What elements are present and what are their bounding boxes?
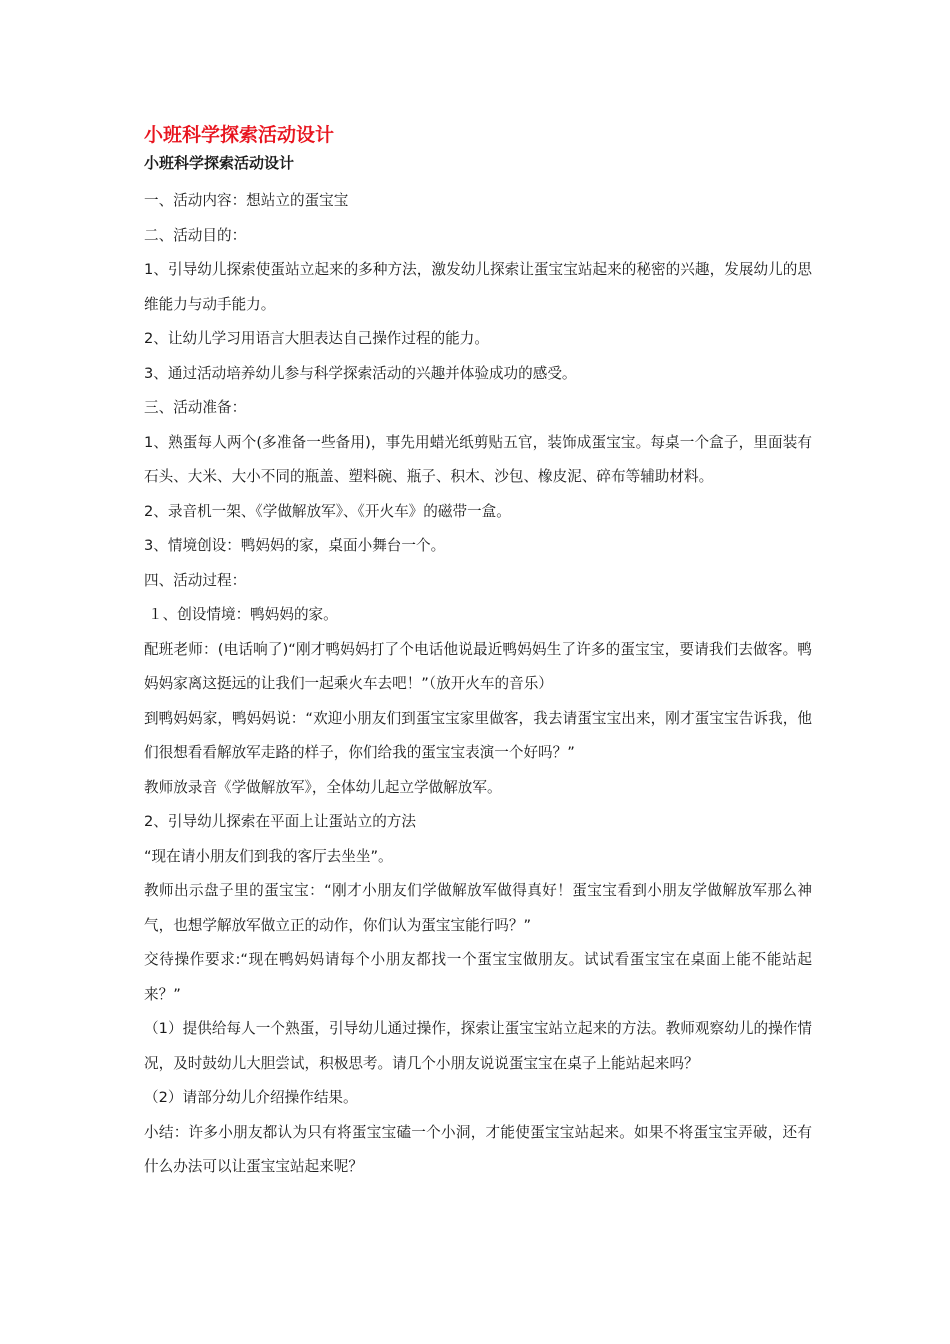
paragraph: “现在请小朋友们到我的客厅去坐坐”。 (144, 847, 393, 865)
paragraph: 3、情境创设：鸭妈妈的家，桌面小舞台一个。 (144, 537, 446, 554)
paragraph: 配班老师：(电话响了)“刚才鸭妈妈打了个电话他说最近鸭妈妈生了许多的蛋宝宝，要请我们去做客。鸭妈妈家离这挺远的让我们一起乘火车去吧！”（放开火车的音乐） (144, 640, 812, 692)
document-page (144, 118, 812, 1185)
paragraph: 二、活动目的： (144, 226, 247, 244)
paragraph: 三、活动准备： (144, 399, 247, 416)
paragraph: 一、活动内容：想站立的蛋宝宝 (144, 192, 349, 209)
paragraph: 3、通过活动培养幼儿参与科学探索活动的兴趣并体验成功的感受。 (144, 364, 577, 382)
paragraph: 小结：许多小朋友都认为只有将蛋宝宝磕一个小洞，才能使蛋宝宝站起来。如果不将蛋宝宝弄破，还有什么办法可以让蛋宝宝站起来呢？ (144, 1123, 812, 1175)
document-title-red: 小班科学探索活动设计 (144, 124, 335, 146)
paragraph: 教师放录音《学做解放军》，全体幼儿起立学做解放军。 (144, 778, 502, 796)
paragraph: 到鸭妈妈家，鸭妈妈说：“欢迎小朋友们到蛋宝宝家里做客，我去请蛋宝宝出来，刚才蛋宝宝告诉我，他们很想看看解放军走路的样子，你们给我的蛋宝宝表演一个好吗？” (144, 709, 812, 761)
paragraph: 1、熟蛋每人两个(多准备一些备用)，事先用蜡光纸剪贴五官，装饰成蛋宝宝。每桌一个盒子，里面装有石头、大米、大小不同的瓶盖、塑料碗、瓶子、积木、沙包、橡皮泥、碎布等辅助材料。 (144, 433, 812, 485)
paragraph: １、创设情境：鸭妈妈的家。 (148, 606, 338, 623)
document-title: 小班科学探索活动设计 (144, 154, 295, 172)
paragraph: 2、录音机一架、《学做解放军》、《开火车》的磁带一盒。 (144, 502, 511, 520)
paragraph: 2、引导幼儿探索在平面上让蛋站立的方法 (144, 813, 416, 830)
paragraph: 2、让幼儿学习用语言大胆表达自己操作过程的能力。 (144, 330, 489, 347)
paragraph: （1）提供给每人一个熟蛋，引导幼儿通过操作，探索让蛋宝宝站立起来的方法。教师观察幼儿的操作情况，及时鼓幼儿大胆尝试，积极思考。请几个小朋友说说蛋宝宝在桌子上能站起来吗？ (144, 1020, 812, 1072)
paragraph: 交待操作要求:“现在鸭妈妈请每个小朋友都找一个蛋宝宝做朋友。试试看蛋宝宝在桌面上能不能站起来？” (144, 951, 812, 1003)
paragraph: 1、引导幼儿探索使蛋站立起来的多种方法，激发幼儿探索让蛋宝宝站起来的秘密的兴趣，发展幼儿的思维能力与动手能力。 (144, 261, 812, 313)
paragraph: 四、活动过程： (144, 571, 247, 589)
paragraph: （2）请部分幼儿介绍操作结果。 (144, 1089, 358, 1106)
paragraph: 教师出示盘子里的蛋宝宝：“刚才小朋友们学做解放军做得真好！蛋宝宝看到小朋友学做解放军那么神气，也想学解放军做立正的动作，你们认为蛋宝宝能行吗？” (144, 882, 812, 934)
